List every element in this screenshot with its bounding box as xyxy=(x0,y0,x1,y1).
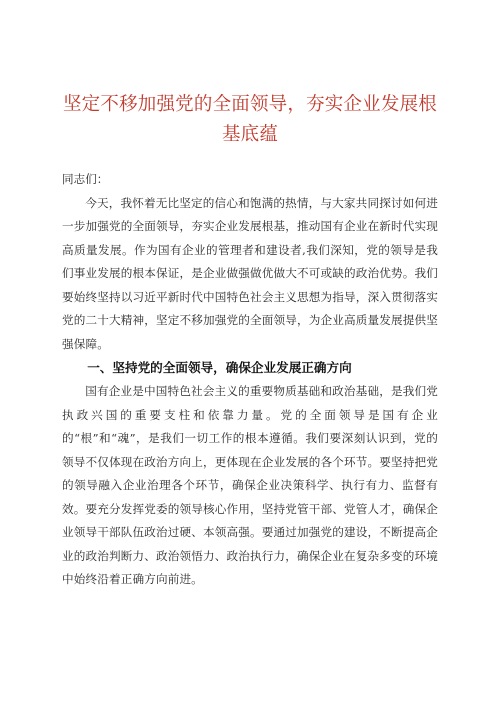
salutation: 同志们： xyxy=(62,172,109,186)
section-1-paragraph: 国有企业是中国特色社会主义的重要物质基础和政治基础，是我们党执政兴国的重要支柱和依靠力量。党的全面领导是国有企业的“根”和“魂”，是我们一切工作的根本遵循。我们要深刻认识到，党的领导不仅体现在政治方向上，更体现在企业发展的各个环节。要坚持把党的领导融入企业治理各个环节，确保企业决策科学、执行有力、监督有效。要充分发挥党委的领导核心作用，坚持党管干部、党管人才，确保企业领导干部队伍政治过硬、本领高强。要通过加强党的建设，不断提高企业的政治判断力、政治领悟力、政治执行力，确保企业在复杂多变的环境中始终沿着正确方向前进。 xyxy=(62,384,438,586)
document-title-line-1: 坚定不移加强党的全面领导，夯实企业发展根 xyxy=(62,94,437,115)
document-title xyxy=(62,0,438,150)
section-1-heading: 一、坚持党的全面领导，确保企业发展正确方向 xyxy=(87,360,352,375)
document-title-line-2: 基底蕴 xyxy=(221,124,279,145)
opening-paragraph: 今天，我怀着无比坚定的信心和饱满的热情，与大家共同探讨如何进一步加强党的全面领导，夯实企业发展根基，推动国有企业在新时代实现高质量发展。作为国有企业的管理者和建设者,我们深知，党的领导是我们事业发展的根本保证，是企业做强做优做大不可或缺的政治优势。我们要始终坚持以习近平新时代中国特色社会主义思想为指导，深入贯彻落实党的二十大精神，坚定不移加强党的全面领导，为企业高质量发展提供坚强保障。 xyxy=(62,195,438,351)
